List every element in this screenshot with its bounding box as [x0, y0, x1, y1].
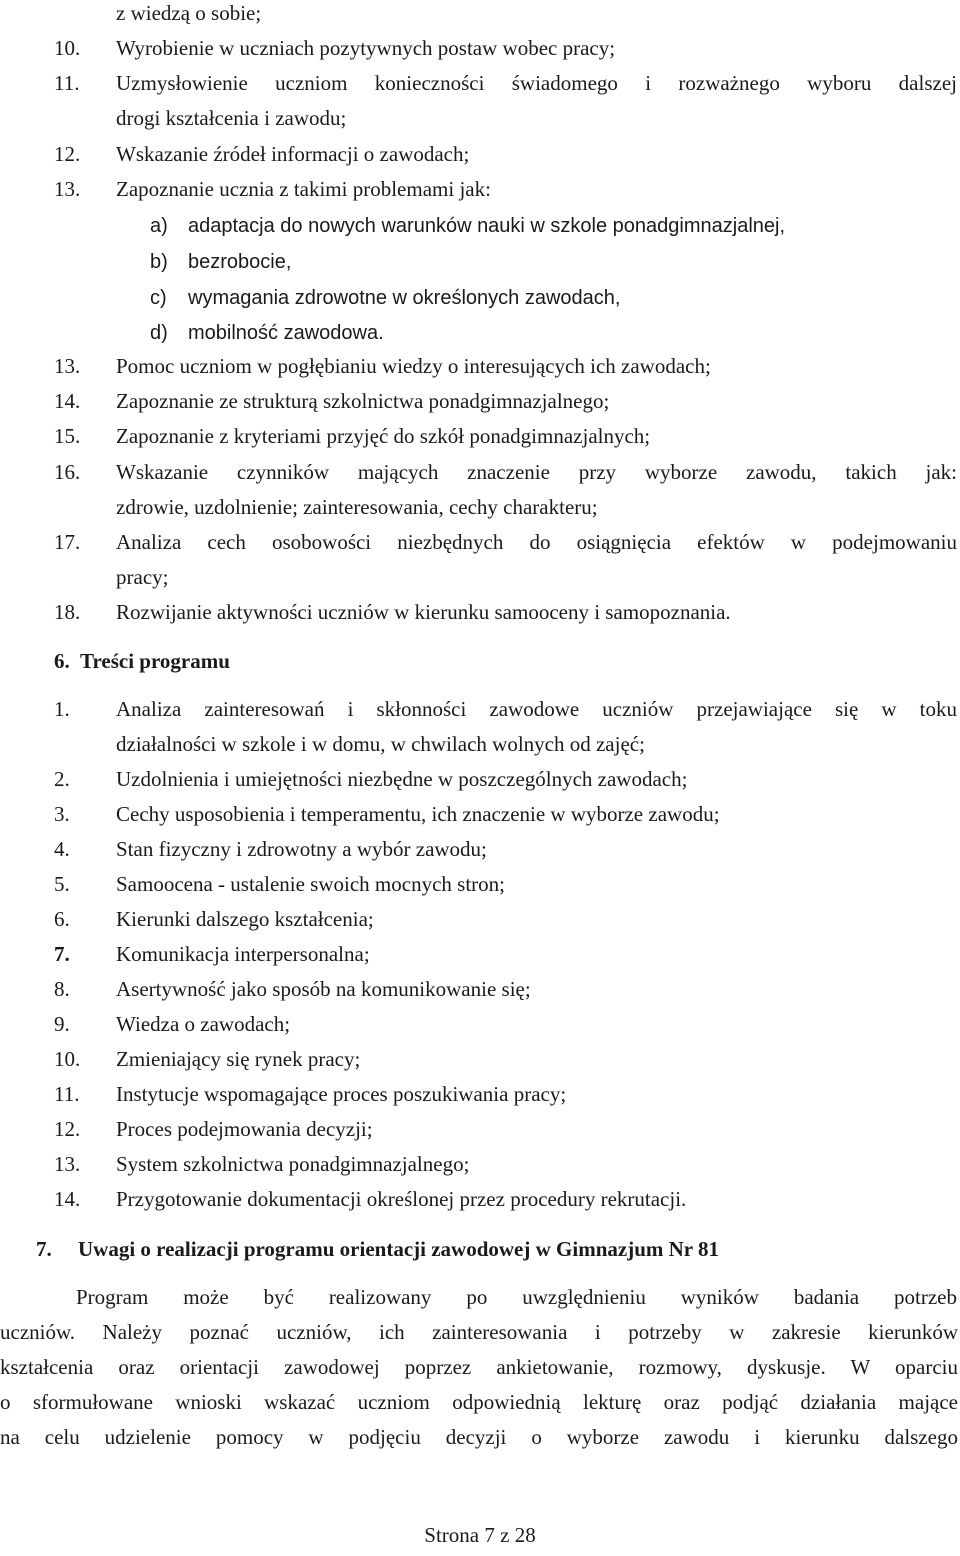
list-number: 2.	[54, 767, 70, 791]
list-item: Asertywność jako sposób na komunikowanie się;	[116, 977, 531, 1001]
list-number: 13.	[54, 177, 81, 201]
list-item: Analiza zainteresowań i skłonności zawodowe uczniów przejawiające się w toku	[116, 697, 957, 721]
list-number: 13.	[54, 354, 81, 378]
list-number: 11.	[54, 71, 80, 95]
list-number: 10.	[54, 1047, 81, 1071]
list-item: Wskazanie czynników mających znaczenie przy wyborze zawodu, takich jak:	[116, 460, 957, 484]
paragraph-line: uczniów. Należy poznać uczniów, ich zainteresowania i potrzeby w zakresie kierunków	[0, 1320, 958, 1344]
list-number: 7.	[54, 942, 70, 966]
list-item-continuation: działalności w szkole i w domu, w chwilach wolnych od zajęć;	[116, 732, 645, 756]
list-number: 4.	[54, 837, 70, 861]
list-item: Instytucje wspomagające proces poszukiwania pracy;	[116, 1082, 567, 1106]
list-number: 9.	[54, 1012, 70, 1036]
sub-list-item: adaptacja do nowych warunków nauki w szkole ponadgimnazjalnej,	[188, 215, 786, 237]
list-item: Komunikacja interpersonalna;	[116, 942, 370, 966]
list-number: 16.	[54, 460, 81, 484]
section-heading: Treści programu	[80, 649, 230, 673]
list-number: 17.	[54, 530, 81, 554]
sub-list-letter: d)	[150, 322, 168, 344]
paragraph-line: kształcenia oraz orientacji zawodowej poprzez ankietowanie, rozmowy, dyskusje. W oparciu	[0, 1355, 958, 1379]
list-item-continuation: zdrowie, uzdolnienie; zainteresowania, cechy charakteru;	[116, 495, 598, 519]
list-item: Zapoznanie ucznia z takimi problemami jak:	[116, 177, 491, 201]
paragraph-line: Program może być realizowany po uwzględnieniu wyników badania potrzeb	[76, 1285, 957, 1309]
list-item: Rozwijanie aktywności uczniów w kierunku samooceny i samopoznania.	[116, 600, 731, 624]
list-number: 11.	[54, 1082, 80, 1106]
list-item: System szkolnictwa ponadgimnazjalnego;	[116, 1152, 470, 1176]
list-item: Zapoznanie ze strukturą szkolnictwa ponadgimnazjalnego;	[116, 389, 610, 413]
list-number: 14.	[54, 389, 81, 413]
list-item: Wyrobienie w uczniach pozytywnych postaw wobec pracy;	[116, 36, 616, 60]
list-number: 15.	[54, 424, 81, 448]
list-number: 18.	[54, 600, 81, 624]
sub-list-letter: b)	[150, 251, 168, 273]
text-fragment: z wiedzą o sobie;	[116, 1, 262, 25]
list-number: 12.	[54, 1117, 81, 1141]
paragraph-line: o sformułowane wnioski wskazać uczniom odpowiednią lekturę oraz podjąć działania mające	[0, 1390, 958, 1414]
list-item: Wskazanie źródeł informacji o zawodach;	[116, 142, 470, 166]
list-number: 1.	[54, 697, 70, 721]
list-item-continuation: drogi kształcenia i zawodu;	[116, 106, 347, 130]
list-item: Pomoc uczniom w pogłębianiu wiedzy o interesujących ich zawodach;	[116, 354, 711, 378]
section-number: 6.	[54, 649, 70, 673]
list-item: Samoocena - ustalenie swoich mocnych stron;	[116, 872, 505, 896]
list-number: 10.	[54, 36, 81, 60]
list-item: Wiedza o zawodach;	[116, 1012, 291, 1036]
sub-list-letter: c)	[150, 287, 167, 309]
sub-list-item: bezrobocie,	[188, 251, 292, 273]
list-item: Stan fizyczny i zdrowotny a wybór zawodu;	[116, 837, 487, 861]
list-number: 3.	[54, 802, 70, 826]
list-item: Uzmysłowienie uczniom konieczności świadomego i rozważnego wyboru dalszej	[116, 71, 957, 95]
paragraph-line: na celu udzielenie pomocy w podjęciu decyzji o wyborze zawodu i kierunku dalszego	[0, 1425, 958, 1449]
list-item: Proces podejmowania decyzji;	[116, 1117, 373, 1141]
list-item: Zmieniający się rynek pracy;	[116, 1047, 361, 1071]
list-item: Uzdolnienia i umiejętności niezbędne w poszczególnych zawodach;	[116, 767, 688, 791]
sub-list-item: mobilność zawodowa.	[188, 322, 384, 344]
section-heading: Uwagi o realizacji programu orientacji zawodowej w Gimnazjum Nr 81	[78, 1237, 719, 1261]
list-item: Analiza cech osobowości niezbędnych do osiągnięcia efektów w podejmowaniu	[116, 530, 957, 554]
list-number: 13.	[54, 1152, 81, 1176]
list-number: 6.	[54, 907, 70, 931]
list-number: 12.	[54, 142, 81, 166]
list-number: 14.	[54, 1187, 81, 1211]
list-number: 8.	[54, 977, 70, 1001]
list-item-continuation: pracy;	[116, 565, 169, 589]
list-item: Przygotowanie dokumentacji określonej przez procedury rekrutacji.	[116, 1187, 687, 1211]
sub-list-item: wymagania zdrowotne w określonych zawodach,	[188, 287, 621, 309]
list-item: Cechy usposobienia i temperamentu, ich znaczenie w wyborze zawodu;	[116, 802, 720, 826]
list-item: Kierunki dalszego kształcenia;	[116, 907, 374, 931]
list-item: Zapoznanie z kryteriami przyjęć do szkół ponadgimnazjalnych;	[116, 424, 651, 448]
section-number: 7.	[36, 1237, 52, 1261]
sub-list-letter: a)	[150, 215, 168, 237]
page-footer: Strona 7 z 28	[424, 1523, 536, 1547]
list-number: 5.	[54, 872, 70, 896]
